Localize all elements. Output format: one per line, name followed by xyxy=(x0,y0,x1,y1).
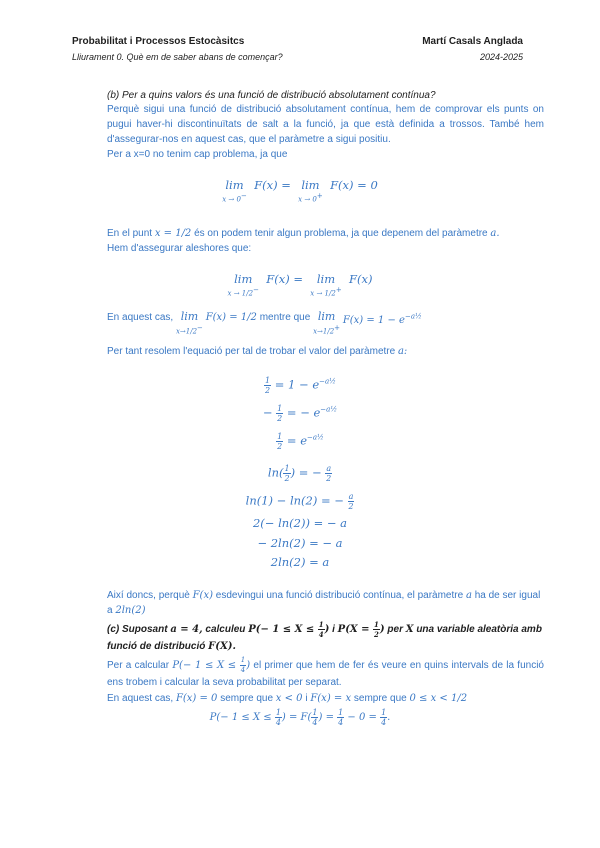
assignment-subtitle: Lliurament 0. Què em de saber abans de començar? xyxy=(72,52,283,62)
equation-limits-zero: lim x → 0− F(x) = lim x → 0+ F(x) = 0 xyxy=(222,178,378,204)
paragraph-c2: En aquest cas, F(x) = 0 sempre que x < 0 i F(x) = x sempre que 0 ≤ x < 1/2 xyxy=(107,693,468,704)
equation-step-7: − 2ln(2) = − a xyxy=(257,536,343,550)
equation-probability: P(− 1 ≤ X ≤ $\frac{1}{4}$ ) = F( $\frac{1}{4}$ ) = $\frac{1}{4}$ − 0 = $\frac{1}{4}$ . xyxy=(209,708,391,727)
paragraph-b4: En aquest cas, lim x→1/2− F(x) = 1/2 mentre que lim x→1/2+ $F(x) = 1 - e^{-a\frac{1}{2}}$ xyxy=(107,310,422,336)
question-b: (b) Per a quins valors és una funció de distribució absolutament contínua? xyxy=(107,90,436,101)
equation-step-4: ln( $\frac{1}{2}$ ) = − $\frac{a}{2}$ xyxy=(267,464,332,483)
question-c: (c) Suposant a = 4, calculeu P(− 1 ≤ X ≤ $\frac{1}{4}$ ) i P(X = $\frac{1}{2}$ ) per X una variable aleatòria amb funció de distribució F(X). xyxy=(107,620,542,652)
equation-step-8: 2ln(2) = a xyxy=(270,555,330,569)
equation-step-6: 2(− ln(2)) = − a xyxy=(252,516,348,530)
equation-step-5: ln(1) − ln(2) = − $\frac{a}{2}$ xyxy=(245,492,354,511)
course-title: Probabilitat i Processos Estocàsitcs xyxy=(72,36,245,47)
equation-step-1: $\frac{1}{2}$ = $1 - e^{-a\frac{1}{2}}$ xyxy=(265,376,336,395)
paragraph-c1: Per a calcular P(− 1 ≤ X ≤ $\frac{1}{4}$ ) el primer que hem de fer és veure en quins intervals de la funció ens trobem i calcular la seva probabilitat per separat. xyxy=(107,656,544,688)
paragraph-b2: Per a x=0 no tenim cap problema, ja que xyxy=(107,149,288,160)
equation-limits-half: lim x → 1/2− F(x) = lim x → 1/2+ F(x) xyxy=(227,272,373,298)
equation-step-2: − $\frac{1}{2}$ = − $e^{-a\frac{1}{2}}$ xyxy=(262,404,338,423)
paragraph-b5: Per tant resolem l'equació per tal de trobar el valor del paràmetre a: xyxy=(107,346,408,357)
paragraph-b3: En el punt x = 1/2 és on podem tenir algun problema, ja que depenem del paràmetre a. Hem d'assegurar aleshores que: xyxy=(107,228,500,254)
academic-year: 2024-2025 xyxy=(479,52,523,62)
conclusion-paragraph: Així doncs, perquè F(x) esdevingui una funció distribució contínua, el paràmetre a ha de ser igual a 2ln(2) xyxy=(107,590,541,616)
author-name: Martí Casals Anglada xyxy=(422,36,523,47)
paragraph-b1: Perquè sigui una funció de distribució absolutament contínua, hem de comprovar els punts on pugui haver-hi discontinuïtats de salt a la funció, ja que està definida a trossos. També hem d'assegurar-nos en aquest cas, que el paràmetre a sigui positiu. xyxy=(107,104,544,145)
equation-step-3: $\frac{1}{2}$ = $e^{-a\frac{1}{2}}$ xyxy=(277,432,324,451)
